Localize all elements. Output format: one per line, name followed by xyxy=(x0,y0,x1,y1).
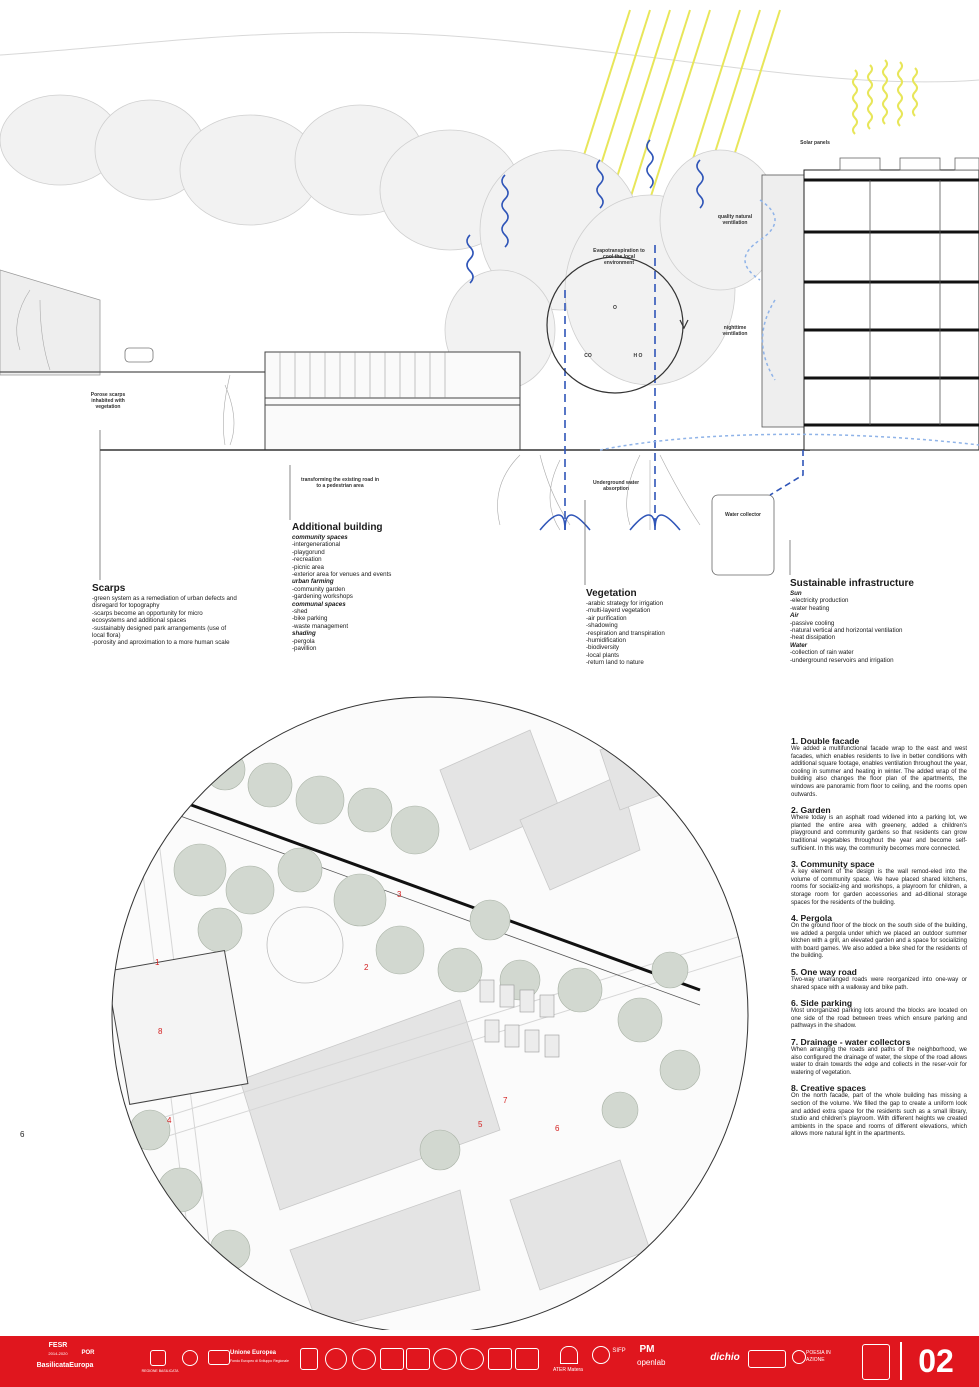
agreement-logo-icon xyxy=(748,1350,786,1368)
site-plan xyxy=(60,690,760,1330)
partner-logo-9-icon xyxy=(515,1348,539,1370)
evapotranspiration-label: Evapotranspiration to cool the local environment xyxy=(593,248,645,266)
note-title: 7. Drainage - water collectors xyxy=(791,1037,911,1048)
list-item: -natural vertical and horizontal ventilation xyxy=(790,627,903,635)
regione-emblem-icon xyxy=(150,1350,166,1366)
plan-number-2: 2 xyxy=(364,963,369,972)
regione-logo: REGIONE BASILICATA xyxy=(141,1369,179,1373)
list-item: -electricity production xyxy=(790,597,849,605)
group-heading: urban farming xyxy=(292,578,334,586)
note-body: When arranging the roads and paths of the neighborhood, we also configured the drainage of water, the slope of the road allows water to drain towards the edge and collects in the reser-voir for watering of vegetation. xyxy=(791,1047,967,1076)
list-item: -biodiversity xyxy=(586,644,620,652)
plan-number-5: 5 xyxy=(478,1120,483,1129)
ater-arch-icon xyxy=(560,1346,578,1364)
transforming-road-label: transforming the existing road in to a pedestrian area xyxy=(300,477,380,489)
ventilation-label: quality natural ventilation xyxy=(717,214,753,226)
co2-label: CO xyxy=(584,353,592,359)
note-title: 5. One way road xyxy=(791,967,857,978)
list-item: -water heating xyxy=(790,604,830,612)
page-number: 02 xyxy=(918,1343,954,1379)
list-item: -pergola xyxy=(292,637,315,645)
additional-building-block xyxy=(292,522,392,653)
list-item: -humidification xyxy=(586,637,626,645)
sustainable-infrastructure-title: Sustainable infrastructure xyxy=(790,578,914,589)
scarps-block xyxy=(92,583,237,647)
vegetation-block xyxy=(586,588,706,667)
note-title: 2. Garden xyxy=(791,805,831,816)
list-item: -shed xyxy=(292,608,308,616)
poesia-circle-icon xyxy=(792,1350,806,1364)
partner-logo-2-icon xyxy=(325,1348,347,1370)
list-item: -underground reservoirs and irrigation xyxy=(790,656,894,664)
scarps-item: -sustainably designed park arrangements (use of local flora) xyxy=(92,624,227,640)
partner-logo-4-icon xyxy=(380,1348,404,1370)
side-page-number: 6 xyxy=(20,1130,25,1139)
note-title: 8. Creative spaces xyxy=(791,1083,867,1094)
openlab-logo: openlab xyxy=(637,1358,666,1367)
scarps-item: -scarps become an opportunity for micro ecosystems and additional spaces xyxy=(92,609,203,625)
partner-logo-7-icon xyxy=(460,1348,484,1370)
note-body: Most unorganized parking lots around the blocks are located on one side of the road between trees which ensure parking and pathways in the shadow. xyxy=(791,1008,967,1030)
note-title: 3. Community space xyxy=(791,859,875,870)
note-body: Where today is an asphalt road widened into a parking lot, we planted the entire area with greenery, added a children's playground and community gardens so that residents can grow traditional vegetables throughout the year and become self-sufficient. In this way, the community becomes more connected. xyxy=(791,815,967,852)
list-item: -bike parking xyxy=(292,615,328,623)
list-item: -recreation xyxy=(292,556,322,564)
o2-label: O xyxy=(613,305,617,311)
scarps-item: -green system as a remediation of urban defects and disregard for topography xyxy=(92,595,237,610)
note-title: 4. Pergola xyxy=(791,913,833,924)
list-item: -local plants xyxy=(586,651,620,659)
group-heading: community spaces xyxy=(292,534,348,541)
poesia-logo: POESIA IN AZIONE xyxy=(806,1350,831,1363)
list-item: -collection of rain water xyxy=(790,649,854,657)
note-title: 1. Double facade xyxy=(791,736,860,746)
plan-number-4: 4 xyxy=(167,1116,172,1125)
porose-scarps-label: Porose scarps inhabited with vegetation xyxy=(90,392,126,410)
list-item: -gardening workshops xyxy=(292,593,353,601)
group-heading: Sun xyxy=(790,590,802,597)
list-item: -arabic strategy for irrigation xyxy=(586,600,664,607)
fesr-logo: FESR xyxy=(48,1342,68,1349)
partner-logo-5-icon xyxy=(406,1348,430,1370)
note-body: We added a multifunctional facade wrap to the east and west facades, which enables residents to live in better conditions with additional square footage, enables ventilation throughout the year, cooling in summer and heating in winter. The added wrap of the building also changes the floor plan of the apartments, the windows are panoramic from floor to ceiling, and the rooms open outwards. xyxy=(791,746,967,798)
basilicata-europa-logo: BasilicataEuropa xyxy=(36,1362,94,1369)
dichio-logo: dichio xyxy=(710,1352,740,1363)
group-heading: Water xyxy=(790,641,808,649)
scarps-title: Scarps xyxy=(92,583,126,594)
por-logo: POR xyxy=(81,1350,95,1356)
list-item: -air purification xyxy=(586,614,627,622)
list-item: -return land to nature xyxy=(586,659,644,667)
list-item: -multi-layerd vegetation xyxy=(586,607,651,615)
list-item: -playgorund xyxy=(292,548,325,556)
vegetation-title: Vegetation xyxy=(586,588,637,599)
group-heading: Air xyxy=(790,612,799,620)
eu-flag-icon xyxy=(208,1350,230,1365)
plan-number-3: 3 xyxy=(397,890,402,899)
plan-number-8: 8 xyxy=(158,1027,163,1036)
pm-logo: PM xyxy=(639,1344,655,1355)
list-item: -picnic area xyxy=(292,563,324,571)
note-body: Two-way unarranged roads were reorganized into one-way or shared space with a walkway and bike path. xyxy=(791,977,967,991)
h2o-label: H O xyxy=(633,353,643,359)
sifp-logo: SIFP xyxy=(612,1348,626,1354)
partner-logo-3-icon xyxy=(352,1348,376,1370)
list-item: -community garden xyxy=(292,585,345,593)
group-heading: shading xyxy=(292,630,316,638)
list-item: -exterior area for venues and events xyxy=(292,571,392,579)
sustainable-infrastructure-block xyxy=(790,578,940,664)
note-body: On the ground floor of the block on the south side of the building, we added a pergola under which we placed an outdoor summer kitchen with a grill, an elevated garden and a space for socializing with board games. We also added a bike shed for the residents of the building. xyxy=(791,923,967,960)
list-item: -waste management xyxy=(292,622,349,630)
creative-spaces-plan xyxy=(106,951,248,1105)
note-title: 6. Side parking xyxy=(791,998,853,1009)
footer-bar xyxy=(0,1336,979,1387)
list-item: -shadowing xyxy=(586,622,618,630)
nighttime-ventilation-label: nighttime ventilation xyxy=(722,325,748,337)
partner-logo-6-icon xyxy=(433,1348,457,1370)
unione-europea-logo: Unione Europea xyxy=(230,1350,277,1356)
italy-emblem-icon xyxy=(182,1350,198,1366)
unione-europea-sub: Fondo Europeo di Sviluppo Regionale xyxy=(230,1359,289,1363)
note-body: On the north facade, part of the whole building has missing a section of the volume. We filled the gap to create a uniform look and added extra space for the residents such as a small library, studio and children's playroom. With different heights we created ambients in the space and rooms of different elevations, which allows more natural light in the apartments. xyxy=(791,1093,967,1138)
additional-building-title: Additional building xyxy=(292,522,383,533)
group-heading: communal spaces xyxy=(292,600,346,608)
list-item: -heat dissipation xyxy=(790,634,836,642)
fesr-years: 2014-2020 xyxy=(48,1351,68,1356)
list-item: -pavillion xyxy=(292,645,317,653)
list-item: -passive cooling xyxy=(790,619,835,627)
footer-divider xyxy=(900,1342,902,1380)
plan-number-1: 1 xyxy=(155,958,160,967)
urban-logo-icon xyxy=(862,1344,890,1380)
water-collector-label: Water collector xyxy=(725,512,761,518)
plan-number-7: 7 xyxy=(503,1096,508,1105)
list-item: -respiration and transpiration xyxy=(586,629,665,637)
solar-panels-label: Solar panels xyxy=(800,140,830,146)
partner-logo-1-icon xyxy=(300,1348,318,1370)
underground-water-label: Underground water absorption xyxy=(592,480,640,492)
partner-logo-8-icon xyxy=(488,1348,512,1370)
scarps-item: -porosity and aproximation to a more human scale xyxy=(92,639,230,647)
ater-logo: ATER Matera xyxy=(553,1367,583,1373)
list-item: -intergenerational xyxy=(292,541,341,549)
numbered-notes xyxy=(791,736,967,1145)
plan-number-6: 6 xyxy=(555,1124,560,1133)
note-body: A key element of the design is the wall remod-eled into the volume of community space. We have placed shared kitchens, rooms for socializ-ing and workshops, a playroom for children, a storage room for garden accessories and ad-ditional storage spaces for the residents of the building. xyxy=(791,869,967,906)
